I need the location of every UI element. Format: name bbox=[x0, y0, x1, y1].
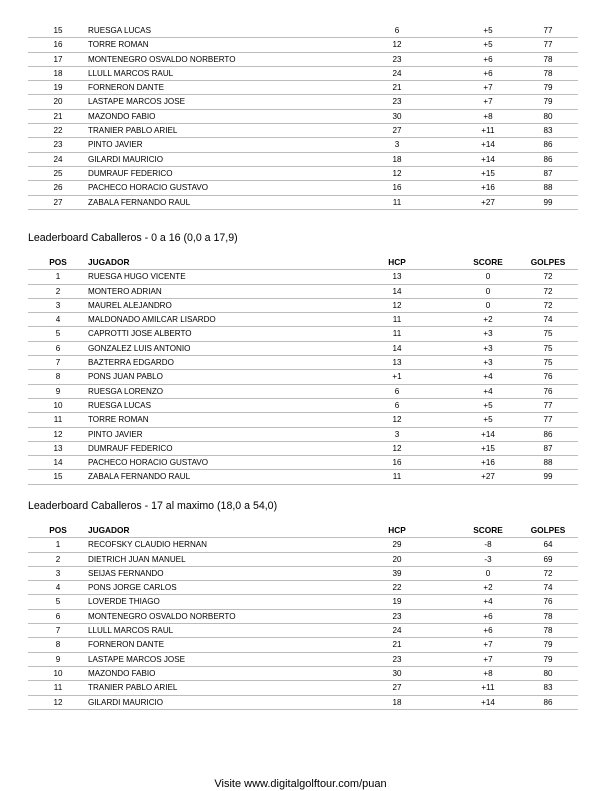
cell-hcp: 24 bbox=[336, 624, 458, 638]
table-row bbox=[28, 356, 578, 370]
cell-hcp: 24 bbox=[336, 66, 458, 80]
cell-hcp: 21 bbox=[336, 81, 458, 95]
cell-score: +6 bbox=[458, 624, 518, 638]
cell-score: +7 bbox=[458, 81, 518, 95]
table-row bbox=[28, 284, 578, 298]
cell-jugador: TRANIER PABLO ARIEL bbox=[88, 681, 336, 695]
cell-pos: 11 bbox=[28, 413, 88, 427]
cell-jugador: MALDONADO AMILCAR LISARDO bbox=[88, 313, 336, 327]
cell-golpes: 86 bbox=[518, 427, 578, 441]
cell-hcp: 23 bbox=[336, 652, 458, 666]
cell-hcp: 11 bbox=[336, 195, 458, 209]
cell-jugador: SEIJAS FERNANDO bbox=[88, 566, 336, 580]
cell-golpes: 69 bbox=[518, 552, 578, 566]
cell-jugador: GILARDI MAURICIO bbox=[88, 152, 336, 166]
cell-golpes: 74 bbox=[518, 313, 578, 327]
cell-jugador: LASTAPE MARCOS JOSE bbox=[88, 652, 336, 666]
cell-jugador: DUMRAUF FEDERICO bbox=[88, 441, 336, 455]
cell-pos: 5 bbox=[28, 327, 88, 341]
cell-score: +27 bbox=[458, 470, 518, 484]
table-header-row bbox=[28, 256, 578, 270]
cell-pos: 10 bbox=[28, 398, 88, 412]
table-row bbox=[28, 109, 578, 123]
cell-pos: 4 bbox=[28, 313, 88, 327]
cell-jugador: DIETRICH JUAN MANUEL bbox=[88, 552, 336, 566]
cell-golpes: 78 bbox=[518, 624, 578, 638]
cell-jugador: CAPROTTI JOSE ALBERTO bbox=[88, 327, 336, 341]
cell-golpes: 86 bbox=[518, 152, 578, 166]
cell-golpes: 83 bbox=[518, 681, 578, 695]
cell-hcp: 30 bbox=[336, 109, 458, 123]
cell-golpes: 80 bbox=[518, 109, 578, 123]
cell-golpes: 88 bbox=[518, 456, 578, 470]
cell-pos: 1 bbox=[28, 538, 88, 552]
cell-hcp: 23 bbox=[336, 609, 458, 623]
cell-hcp: +1 bbox=[336, 370, 458, 384]
header-golpes: GOLPES bbox=[518, 524, 578, 538]
cell-hcp: 22 bbox=[336, 581, 458, 595]
cell-score: 0 bbox=[458, 270, 518, 284]
cell-jugador: TORRE ROMAN bbox=[88, 413, 336, 427]
cell-pos: 20 bbox=[28, 95, 88, 109]
cell-score: +16 bbox=[458, 181, 518, 195]
cell-jugador: TORRE ROMAN bbox=[88, 38, 336, 52]
cell-hcp: 12 bbox=[336, 38, 458, 52]
cell-golpes: 87 bbox=[518, 166, 578, 180]
cell-hcp: 23 bbox=[336, 95, 458, 109]
cell-golpes: 78 bbox=[518, 66, 578, 80]
cell-pos: 10 bbox=[28, 666, 88, 680]
header-pos: POS bbox=[28, 256, 88, 270]
header-pos: POS bbox=[28, 524, 88, 538]
cell-pos: 6 bbox=[28, 609, 88, 623]
cell-golpes: 77 bbox=[518, 24, 578, 38]
section-title-17-max: Leaderboard Caballeros - 17 al maximo (18,0 a 54,0) bbox=[28, 500, 278, 512]
cell-pos: 8 bbox=[28, 370, 88, 384]
table-row bbox=[28, 152, 578, 166]
cell-pos: 9 bbox=[28, 652, 88, 666]
header-score: SCORE bbox=[458, 256, 518, 270]
table-row bbox=[28, 638, 578, 652]
cell-score: +5 bbox=[458, 413, 518, 427]
cell-jugador: RUESGA LUCAS bbox=[88, 24, 336, 38]
cell-jugador: RUESGA LUCAS bbox=[88, 398, 336, 412]
cell-pos: 16 bbox=[28, 38, 88, 52]
cell-score: +14 bbox=[458, 695, 518, 709]
cell-hcp: 12 bbox=[336, 441, 458, 455]
cell-jugador: RUESGA LORENZO bbox=[88, 384, 336, 398]
table-row bbox=[28, 298, 578, 312]
cell-jugador: MAZONDO FABIO bbox=[88, 109, 336, 123]
cell-hcp: 3 bbox=[336, 427, 458, 441]
cell-pos: 27 bbox=[28, 195, 88, 209]
cell-score: +2 bbox=[458, 313, 518, 327]
table-row bbox=[28, 95, 578, 109]
cell-hcp: 14 bbox=[336, 341, 458, 355]
cell-pos: 15 bbox=[28, 24, 88, 38]
cell-jugador: MONTERO ADRIAN bbox=[88, 284, 336, 298]
cell-hcp: 16 bbox=[336, 181, 458, 195]
cell-jugador: BAZTERRA EDGARDO bbox=[88, 356, 336, 370]
cell-pos: 3 bbox=[28, 298, 88, 312]
cell-pos: 19 bbox=[28, 81, 88, 95]
cell-pos: 13 bbox=[28, 441, 88, 455]
cell-hcp: 3 bbox=[336, 138, 458, 152]
cell-pos: 12 bbox=[28, 427, 88, 441]
table-row bbox=[28, 538, 578, 552]
cell-jugador: ZABALA FERNANDO RAUL bbox=[88, 470, 336, 484]
cell-pos: 11 bbox=[28, 681, 88, 695]
cell-score: +5 bbox=[458, 398, 518, 412]
table-row bbox=[28, 24, 578, 38]
cell-hcp: 12 bbox=[336, 413, 458, 427]
cell-score: +6 bbox=[458, 609, 518, 623]
cell-jugador: ZABALA FERNANDO RAUL bbox=[88, 195, 336, 209]
cell-pos: 7 bbox=[28, 624, 88, 638]
cell-golpes: 72 bbox=[518, 284, 578, 298]
header-hcp: HCP bbox=[336, 524, 458, 538]
table-row bbox=[28, 652, 578, 666]
cell-score: +14 bbox=[458, 152, 518, 166]
cell-golpes: 75 bbox=[518, 356, 578, 370]
cell-pos: 8 bbox=[28, 638, 88, 652]
cell-score: +14 bbox=[458, 138, 518, 152]
cell-golpes: 76 bbox=[518, 595, 578, 609]
cell-hcp: 6 bbox=[336, 384, 458, 398]
cell-score: +2 bbox=[458, 581, 518, 595]
cell-jugador: MONTENEGRO OSVALDO NORBERTO bbox=[88, 609, 336, 623]
cell-golpes: 86 bbox=[518, 695, 578, 709]
table-row bbox=[28, 456, 578, 470]
cell-score: +15 bbox=[458, 166, 518, 180]
cell-golpes: 76 bbox=[518, 384, 578, 398]
table-row bbox=[28, 327, 578, 341]
cell-jugador: RECOFSKY CLAUDIO HERNAN bbox=[88, 538, 336, 552]
table-row bbox=[28, 398, 578, 412]
cell-hcp: 12 bbox=[336, 166, 458, 180]
cell-golpes: 79 bbox=[518, 81, 578, 95]
cell-pos: 6 bbox=[28, 341, 88, 355]
cell-jugador: PINTO JAVIER bbox=[88, 138, 336, 152]
cell-jugador: FORNERON DANTE bbox=[88, 81, 336, 95]
cell-score: +3 bbox=[458, 356, 518, 370]
cell-pos: 18 bbox=[28, 66, 88, 80]
cell-golpes: 76 bbox=[518, 370, 578, 384]
cell-score: +7 bbox=[458, 95, 518, 109]
table-header-row bbox=[28, 524, 578, 538]
table-row bbox=[28, 166, 578, 180]
table-row bbox=[28, 270, 578, 284]
cell-golpes: 99 bbox=[518, 470, 578, 484]
cell-pos: 9 bbox=[28, 384, 88, 398]
cell-score: +4 bbox=[458, 384, 518, 398]
cell-jugador: LLULL MARCOS RAUL bbox=[88, 624, 336, 638]
cell-score: +8 bbox=[458, 109, 518, 123]
cell-pos: 25 bbox=[28, 166, 88, 180]
cell-score: +7 bbox=[458, 638, 518, 652]
cell-golpes: 88 bbox=[518, 181, 578, 195]
cell-score: +3 bbox=[458, 341, 518, 355]
cell-hcp: 11 bbox=[336, 470, 458, 484]
cell-golpes: 75 bbox=[518, 327, 578, 341]
cell-jugador: MAUREL ALEJANDRO bbox=[88, 298, 336, 312]
cell-jugador: GONZALEZ LUIS ANTONIO bbox=[88, 341, 336, 355]
table-row bbox=[28, 181, 578, 195]
cell-jugador: PINTO JAVIER bbox=[88, 427, 336, 441]
table-row bbox=[28, 370, 578, 384]
cell-hcp: 16 bbox=[336, 456, 458, 470]
cell-golpes: 77 bbox=[518, 38, 578, 52]
cell-jugador: LASTAPE MARCOS JOSE bbox=[88, 95, 336, 109]
table-row bbox=[28, 195, 578, 209]
cell-hcp: 27 bbox=[336, 124, 458, 138]
cell-jugador: DUMRAUF FEDERICO bbox=[88, 166, 336, 180]
cell-pos: 14 bbox=[28, 456, 88, 470]
cell-golpes: 87 bbox=[518, 441, 578, 455]
table-row bbox=[28, 66, 578, 80]
cell-pos: 23 bbox=[28, 138, 88, 152]
cell-golpes: 72 bbox=[518, 566, 578, 580]
cell-jugador: GILARDI MAURICIO bbox=[88, 695, 336, 709]
cell-hcp: 30 bbox=[336, 666, 458, 680]
cell-hcp: 11 bbox=[336, 327, 458, 341]
cell-hcp: 14 bbox=[336, 284, 458, 298]
leaderboard-table-continued bbox=[28, 24, 578, 210]
table-row bbox=[28, 313, 578, 327]
leaderboard-table-0-16 bbox=[28, 256, 578, 485]
table-row bbox=[28, 427, 578, 441]
section-title-0-16: Leaderboard Caballeros - 0 a 16 (0,0 a 17,9) bbox=[28, 232, 238, 244]
header-jugador: JUGADOR bbox=[88, 256, 336, 270]
table-row bbox=[28, 609, 578, 623]
cell-hcp: 27 bbox=[336, 681, 458, 695]
cell-jugador: RUESGA HUGO VICENTE bbox=[88, 270, 336, 284]
cell-golpes: 83 bbox=[518, 124, 578, 138]
cell-golpes: 79 bbox=[518, 95, 578, 109]
cell-hcp: 13 bbox=[336, 270, 458, 284]
cell-golpes: 77 bbox=[518, 398, 578, 412]
cell-golpes: 74 bbox=[518, 581, 578, 595]
cell-golpes: 78 bbox=[518, 609, 578, 623]
cell-score: -3 bbox=[458, 552, 518, 566]
cell-golpes: 77 bbox=[518, 413, 578, 427]
cell-hcp: 19 bbox=[336, 595, 458, 609]
leaderboard-table-17-max bbox=[28, 524, 578, 710]
cell-score: +27 bbox=[458, 195, 518, 209]
cell-jugador: LOVERDE THIAGO bbox=[88, 595, 336, 609]
cell-score: +3 bbox=[458, 327, 518, 341]
table-row bbox=[28, 441, 578, 455]
table-row bbox=[28, 52, 578, 66]
cell-pos: 2 bbox=[28, 284, 88, 298]
cell-score: +14 bbox=[458, 427, 518, 441]
cell-score: +15 bbox=[458, 441, 518, 455]
cell-pos: 4 bbox=[28, 581, 88, 595]
table-row bbox=[28, 38, 578, 52]
cell-golpes: 79 bbox=[518, 652, 578, 666]
cell-score: +16 bbox=[458, 456, 518, 470]
cell-jugador: TRANIER PABLO ARIEL bbox=[88, 124, 336, 138]
cell-golpes: 80 bbox=[518, 666, 578, 680]
cell-jugador: PACHECO HORACIO GUSTAVO bbox=[88, 181, 336, 195]
cell-score: +5 bbox=[458, 38, 518, 52]
table-row bbox=[28, 566, 578, 580]
cell-hcp: 11 bbox=[336, 313, 458, 327]
table-row bbox=[28, 341, 578, 355]
cell-pos: 17 bbox=[28, 52, 88, 66]
cell-golpes: 72 bbox=[518, 270, 578, 284]
cell-score: 0 bbox=[458, 566, 518, 580]
cell-pos: 12 bbox=[28, 695, 88, 709]
cell-score: +8 bbox=[458, 666, 518, 680]
table-row bbox=[28, 470, 578, 484]
cell-golpes: 79 bbox=[518, 638, 578, 652]
cell-hcp: 29 bbox=[336, 538, 458, 552]
table-row bbox=[28, 695, 578, 709]
table-row bbox=[28, 681, 578, 695]
cell-golpes: 72 bbox=[518, 298, 578, 312]
table-row bbox=[28, 124, 578, 138]
cell-jugador: PONS JORGE CARLOS bbox=[88, 581, 336, 595]
cell-score: 0 bbox=[458, 298, 518, 312]
header-score: SCORE bbox=[458, 524, 518, 538]
cell-golpes: 78 bbox=[518, 52, 578, 66]
cell-score: +11 bbox=[458, 681, 518, 695]
table-row bbox=[28, 138, 578, 152]
table-row bbox=[28, 624, 578, 638]
cell-score: +11 bbox=[458, 124, 518, 138]
cell-pos: 21 bbox=[28, 109, 88, 123]
table-row bbox=[28, 413, 578, 427]
cell-score: +5 bbox=[458, 24, 518, 38]
cell-pos: 3 bbox=[28, 566, 88, 580]
cell-jugador: MAZONDO FABIO bbox=[88, 666, 336, 680]
cell-hcp: 12 bbox=[336, 298, 458, 312]
cell-score: +6 bbox=[458, 52, 518, 66]
cell-hcp: 21 bbox=[336, 638, 458, 652]
footer-link-text: Visite www.digitalgolftour.com/puan bbox=[214, 778, 387, 790]
table-row bbox=[28, 666, 578, 680]
cell-hcp: 13 bbox=[336, 356, 458, 370]
cell-pos: 15 bbox=[28, 470, 88, 484]
table-row bbox=[28, 595, 578, 609]
cell-hcp: 6 bbox=[336, 398, 458, 412]
table-row bbox=[28, 581, 578, 595]
cell-hcp: 18 bbox=[336, 152, 458, 166]
header-golpes: GOLPES bbox=[518, 256, 578, 270]
table-row bbox=[28, 81, 578, 95]
cell-pos: 1 bbox=[28, 270, 88, 284]
cell-golpes: 99 bbox=[518, 195, 578, 209]
table-row bbox=[28, 552, 578, 566]
cell-pos: 22 bbox=[28, 124, 88, 138]
cell-score: +6 bbox=[458, 66, 518, 80]
cell-golpes: 86 bbox=[518, 138, 578, 152]
cell-score: +4 bbox=[458, 595, 518, 609]
cell-jugador: FORNERON DANTE bbox=[88, 638, 336, 652]
cell-score: 0 bbox=[458, 284, 518, 298]
cell-jugador: MONTENEGRO OSVALDO NORBERTO bbox=[88, 52, 336, 66]
cell-hcp: 39 bbox=[336, 566, 458, 580]
cell-jugador: PACHECO HORACIO GUSTAVO bbox=[88, 456, 336, 470]
cell-jugador: PONS JUAN PABLO bbox=[88, 370, 336, 384]
cell-hcp: 6 bbox=[336, 24, 458, 38]
cell-pos: 26 bbox=[28, 181, 88, 195]
cell-hcp: 23 bbox=[336, 52, 458, 66]
cell-golpes: 75 bbox=[518, 341, 578, 355]
header-hcp: HCP bbox=[336, 256, 458, 270]
cell-hcp: 18 bbox=[336, 695, 458, 709]
cell-hcp: 20 bbox=[336, 552, 458, 566]
table-row bbox=[28, 384, 578, 398]
cell-score: +4 bbox=[458, 370, 518, 384]
cell-pos: 24 bbox=[28, 152, 88, 166]
header-jugador: JUGADOR bbox=[88, 524, 336, 538]
cell-pos: 5 bbox=[28, 595, 88, 609]
cell-pos: 2 bbox=[28, 552, 88, 566]
cell-score: -8 bbox=[458, 538, 518, 552]
cell-pos: 7 bbox=[28, 356, 88, 370]
cell-jugador: LLULL MARCOS RAUL bbox=[88, 66, 336, 80]
cell-golpes: 64 bbox=[518, 538, 578, 552]
cell-score: +7 bbox=[458, 652, 518, 666]
